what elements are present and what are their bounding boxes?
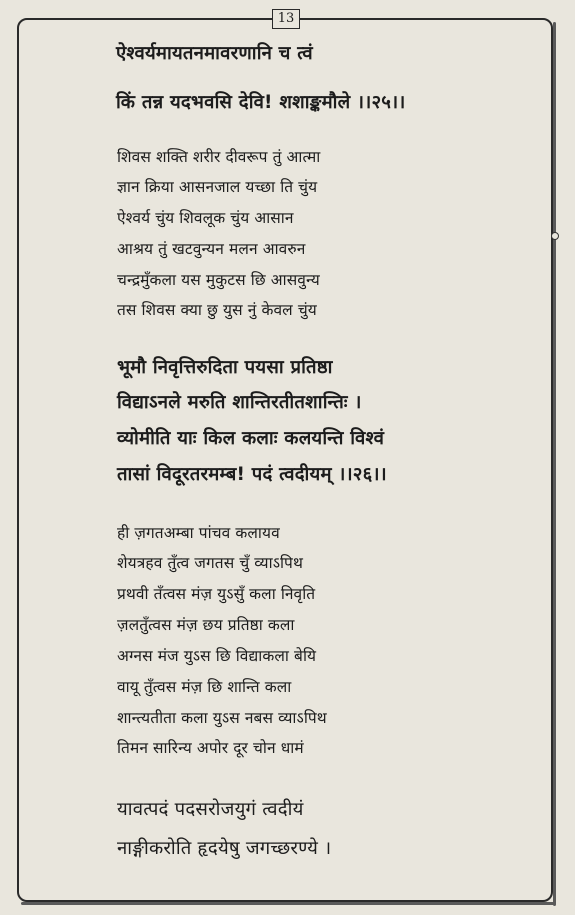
commentary-line: अग्नस मंज युऽस छि विद्याकला बेयि	[117, 647, 317, 665]
page-border-shadow-right	[553, 22, 556, 906]
commentary-line: तस शिवस क्या छु युस नुं केवल चुंय	[117, 301, 317, 319]
verse-line: नाङ्गीकरोति हृदयेषु जगच्छरण्ये ।	[117, 838, 332, 859]
commentary-line: शेयत्रहव तुँत्व जगतस चुँ व्याऽपिथ	[117, 554, 303, 572]
binding-hole-mark	[551, 232, 559, 240]
verse-line: व्योमीति याः किल कलाः कलयन्ति विश्वं	[117, 428, 385, 449]
commentary-line: आश्रय तुं खटवुन्यन मलन आवरुन	[117, 240, 306, 258]
verse-line: तासां विदूरतरमम्ब! पदं त्वदीयम् ।।२६।।	[117, 464, 387, 485]
commentary-line: तिमन सारिन्य अपोर दूर चोन धामं	[117, 739, 304, 757]
verse-line: ऐश्वर्यमायतनमावरणानि च त्वं	[116, 43, 313, 64]
commentary-line: वायू तुँत्वस मंज़ छि शान्ति कला	[117, 678, 292, 696]
page-number: 13	[272, 9, 300, 29]
commentary-line: ज्ञान क्रिया आसनजाल यच्छा ति चुंय	[117, 178, 318, 196]
verse-line: भूमौ निवृत्तिरुदिता पयसा प्रतिष्ठा	[117, 357, 333, 378]
commentary-line: ऐश्वर्य चुंय शिवलूक चुंय आसान	[117, 209, 294, 227]
commentary-line: प्रथवी तँत्वस मंज़ युऽसुँ कला निवृति	[117, 585, 316, 603]
commentary-line: शिवस शक्ति शरीर दीवरूप तुं आत्मा	[117, 148, 321, 166]
page-border-shadow-bottom	[21, 902, 556, 905]
commentary-line: ज़लतुँत्वस मंज़ छय प्रतिष्ठा कला	[117, 616, 295, 634]
verse-line: किं तन्न यदभवसि देवि! शशाङ्कमौले ।।२५।।	[116, 92, 406, 113]
verse-line: यावत्पदं पदसरोजयुगं त्वदीयं	[117, 799, 304, 820]
commentary-line: शान्त्यतीता कला युऽस नबस व्याऽपिथ	[117, 709, 327, 727]
commentary-line: ही ज़गतअम्बा पांचव कलायव	[117, 524, 280, 542]
commentary-line: चन्द्रमुँकला यस मुकुटस छि आसवुन्य	[117, 271, 320, 289]
verse-line: विद्याऽनले मरुति शान्तिरतीतशान्तिः ।	[117, 392, 362, 413]
